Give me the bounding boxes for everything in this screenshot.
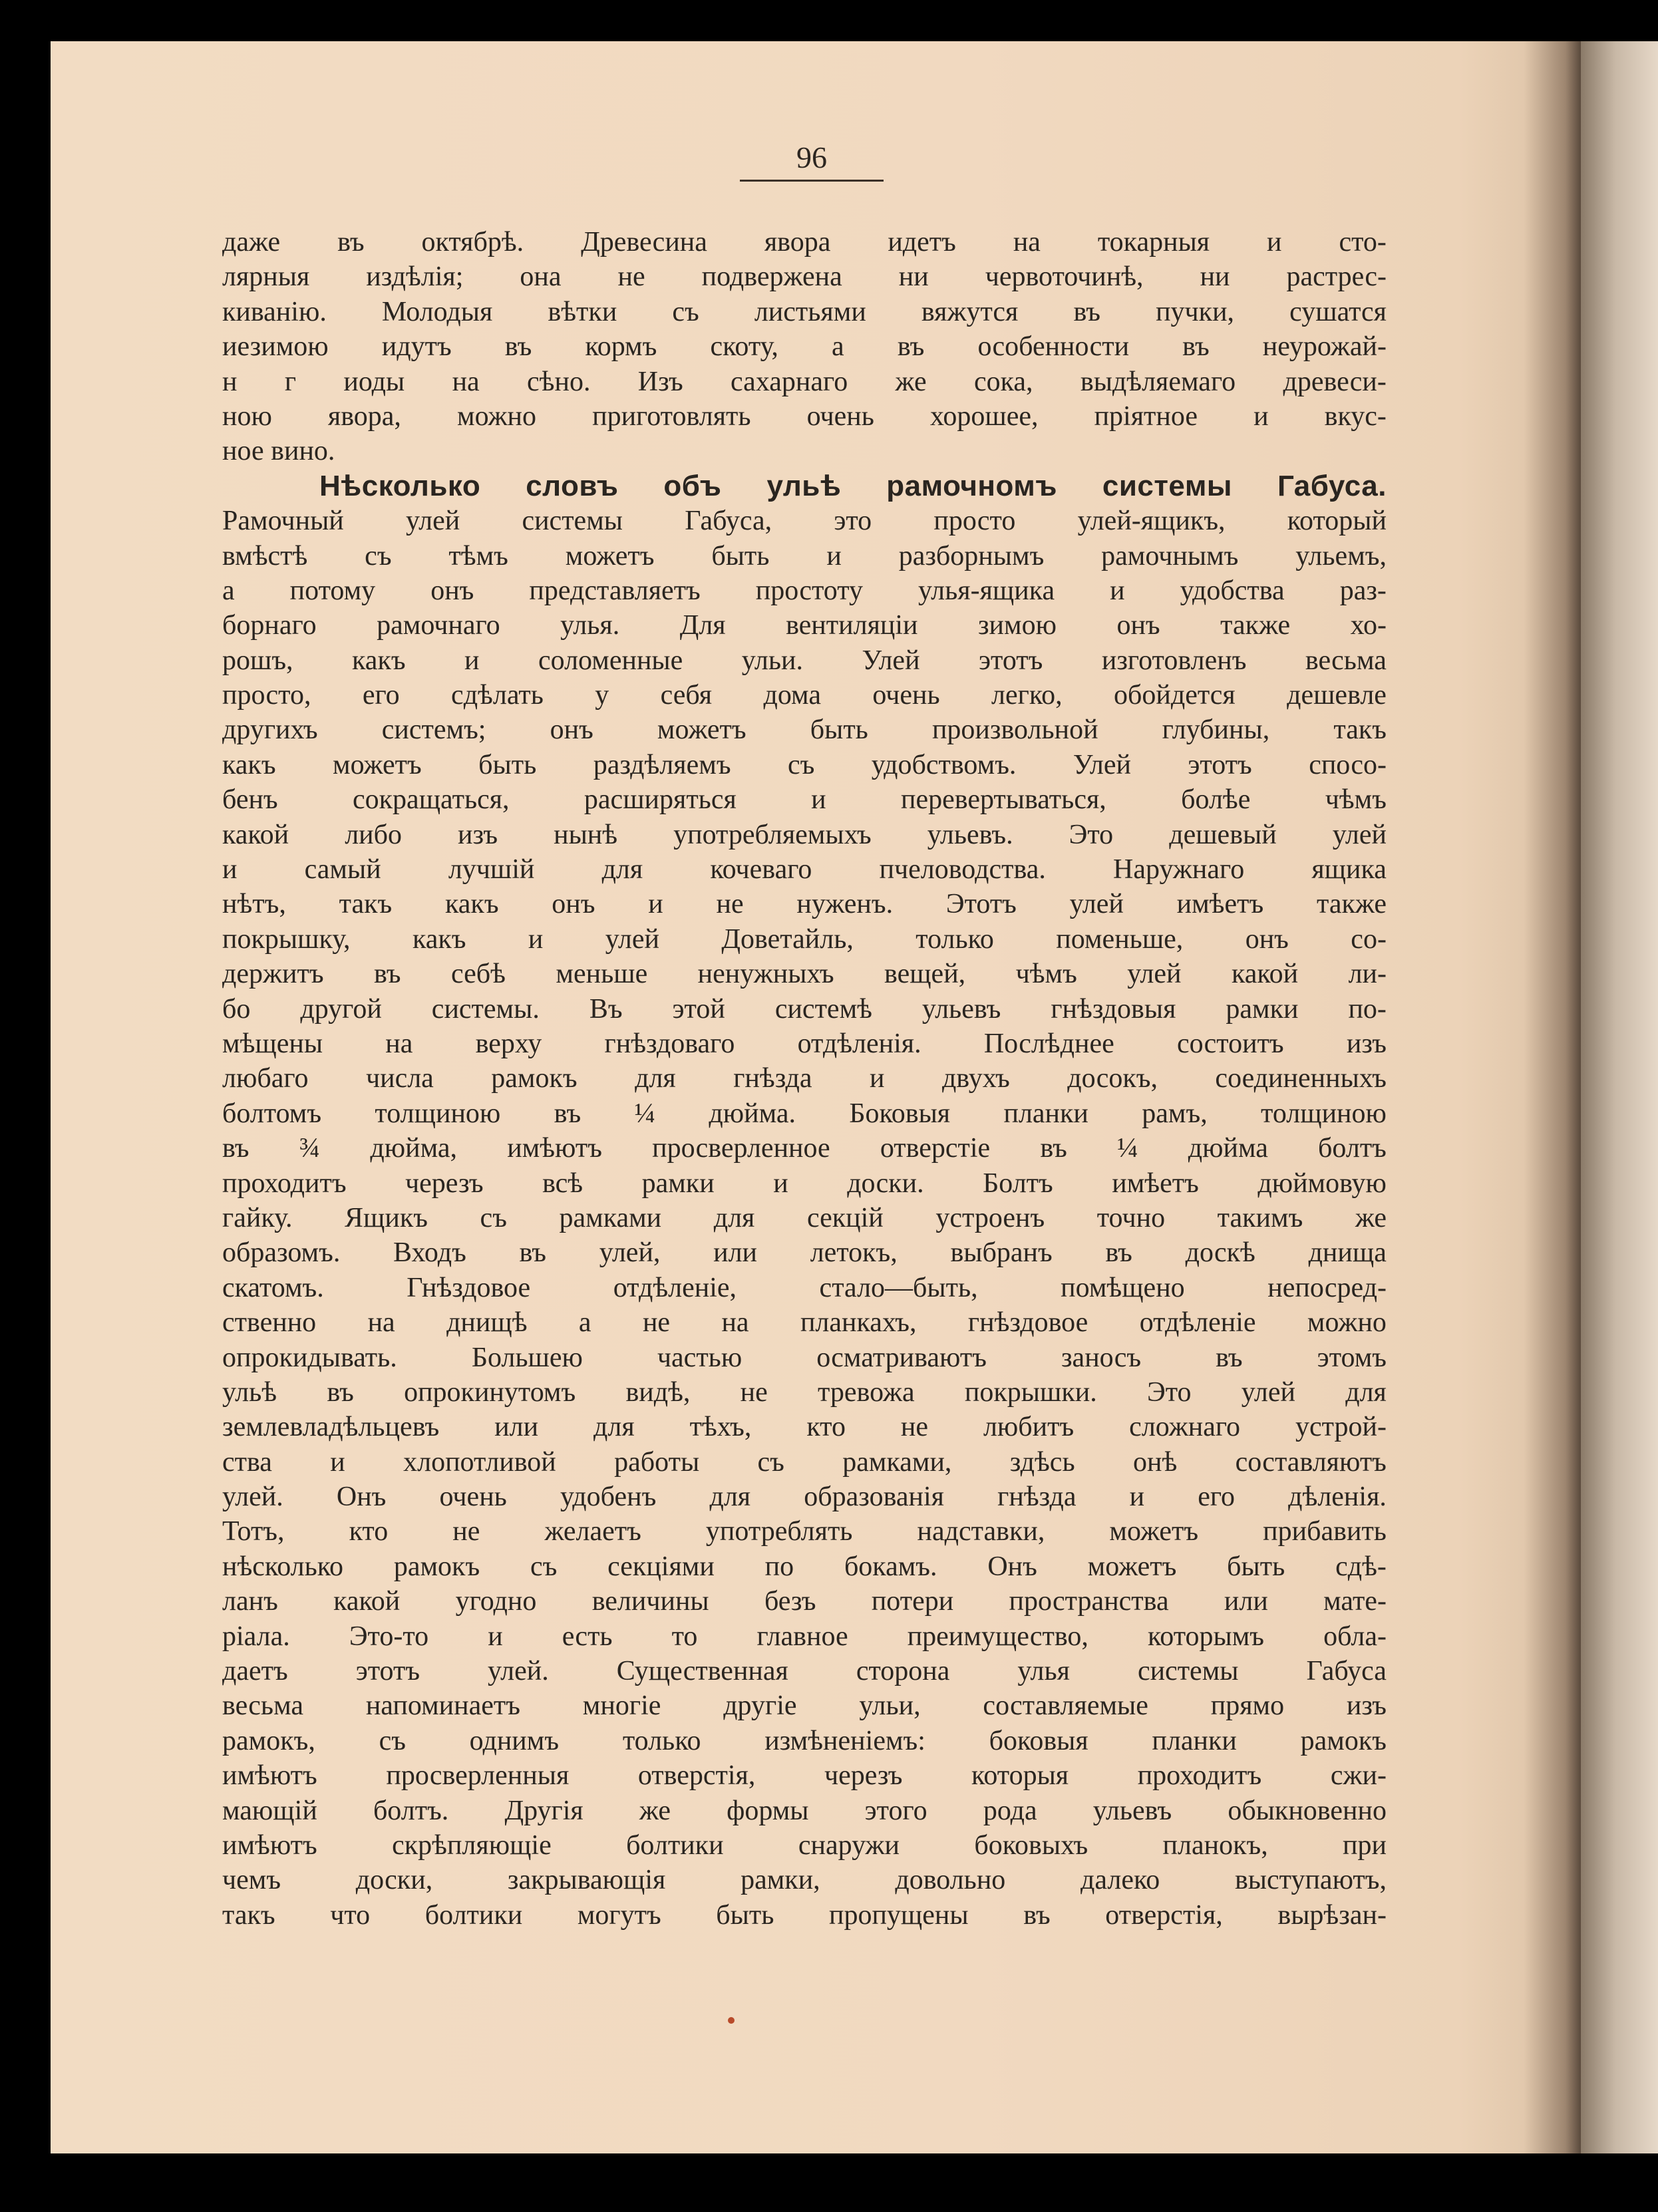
text-line: нѣсколько рамокъ съ секціями по бокамъ. Онъ можетъ быть сдѣ- [222, 1551, 1387, 1582]
text-line: ною явора, можно приготовлять очень хорошее, пріятное и вкус- [222, 400, 1387, 432]
text-line: нѣтъ, такъ какъ онъ и не нуженъ. Этотъ улей имѣетъ также [222, 889, 1387, 920]
text-line: н г иоды на сѣно. Изъ сахарнаго же сока, выдѣляемаго древеси- [222, 366, 1387, 397]
text-line: и самый лучшій для кочеваго пчеловодства. Наружнаго ящика [222, 854, 1387, 885]
section-heading: Нѣсколько словъ объ ульѣ рамочномъ системы Габуса. [319, 469, 1387, 502]
header-rule [740, 180, 884, 182]
text-line: иезимою идутъ въ кормъ скоту, а въ особенности въ неурожай- [222, 331, 1387, 363]
text-line: рамокъ, съ однимъ только измѣненіемъ: боковыя планки рамокъ [222, 1725, 1387, 1756]
text-line: даже въ октябрѣ. Древесина явора идетъ на токарныя и сто- [222, 227, 1387, 257]
text-line: какъ можетъ быть раздѣляемъ съ удобствомъ. Улей этотъ спосо- [222, 749, 1387, 780]
text-line: опрокидывать. Большею частью осматриваютъ заносъ въ этомъ [222, 1342, 1387, 1373]
text-line: весьма напоминаетъ многіе другіе ульи, составляемые прямо изъ [222, 1690, 1387, 1722]
text-line: мѣщены на верху гнѣздоваго отдѣленія. Послѣднее состоитъ изъ [222, 1028, 1387, 1059]
text-line: держитъ въ себѣ меньше ненужныхъ вещей, чѣмъ улей какой ли- [222, 959, 1387, 990]
text-line: бо другой системы. Въ этой системѣ ульевъ гнѣздовыя рамки по- [222, 993, 1387, 1025]
text-line: въ ¾ дюйма, имѣютъ просверленное отверстіе въ ¼ дюйма болтъ [222, 1133, 1387, 1164]
text-line: улей. Онъ очень удобенъ для образованія гнѣзда и его дѣленія. [222, 1482, 1387, 1513]
text-line: какой либо изъ нынѣ употребляемыхъ ульевъ. Это дешевый улей [222, 819, 1387, 850]
text-line: такъ что болтики могутъ быть пропущены въ отверстія, вырѣзан- [222, 1899, 1387, 1931]
text-line: просто, его сдѣлать у себя дома очень легко, обойдется дешевле [222, 680, 1387, 711]
text-line: проходитъ черезъ всѣ рамки и доски. Болтъ имѣетъ дюймовую [222, 1168, 1387, 1199]
text-line: борнаго рамочнаго улья. Для вентиляціи зимою онъ также хо- [222, 610, 1387, 641]
text-line: гайку. Ящикъ съ рамками для секцій устроенъ точно такимъ же [222, 1202, 1387, 1233]
text-line: мающій болтъ. Другія же формы этого рода ульевъ обыкновенно [222, 1795, 1387, 1826]
text-line: Тотъ, кто не желаетъ употреблять надставки, можетъ прибавить [222, 1516, 1387, 1547]
page-fold-shadow [1524, 41, 1583, 2153]
text-line: имѣютъ скрѣпляющіе болтики снаружи боковыхъ планокъ, при [222, 1829, 1387, 1861]
text-line: киванію. Молодыя вѣтки съ листьями вяжутся въ пучки, сушатся [222, 296, 1387, 327]
ink-spot [728, 2017, 735, 2024]
text-line: другихъ системъ; онъ можетъ быть произвольной глубины, такъ [222, 714, 1387, 746]
text-line: ства и хлопотливой работы съ рамками, здѣсь онѣ составляютъ [222, 1446, 1387, 1478]
text-line: вмѣстѣ съ тѣмъ можетъ быть и разборнымъ рамочнымъ ульемъ, [222, 540, 1387, 571]
text-line: землевладѣльцевъ или для тѣхъ, кто не любитъ сложнаго устрой- [222, 1412, 1387, 1443]
text-line: ланъ какой угодно величины безъ потери пространства или мате- [222, 1586, 1387, 1617]
text-line: ріала. Это-то и есть то главное преимущество, которымъ обла- [222, 1621, 1387, 1652]
text-line: ное вино. [222, 436, 335, 467]
text-line: а потому онъ представляетъ простоту улья-ящика и удобства раз- [222, 575, 1387, 606]
text-line: рошъ, какъ и соломенные ульи. Улей этотъ изготовленъ весьма [222, 645, 1387, 676]
text-line: лярныя издѣлія; она не подвержена ни червоточинѣ, ни растрес- [222, 261, 1387, 293]
text-line: покрышку, какъ и улей Доветайль, только поменьше, онъ со- [222, 923, 1387, 955]
text-line: бенъ сокращаться, расширяться и перевертываться, болѣе чѣмъ [222, 784, 1387, 816]
text-line: даетъ этотъ улей. Существенная сторона улья системы Габуса [222, 1656, 1387, 1687]
text-line: Рамочный улей системы Габуса, это просто улей-ящикъ, который [222, 506, 1387, 537]
text-line: скатомъ. Гнѣздовое отдѣленіе, стало—быть, помѣщено непосред- [222, 1272, 1387, 1303]
next-page-edge [1581, 41, 1658, 2153]
text-line: ульѣ въ опрокинутомъ видѣ, не тревожа покрышки. Это улей для [222, 1376, 1387, 1408]
text-line: образомъ. Входъ въ улей, или летокъ, выбранъ въ доскѣ днища [222, 1237, 1387, 1269]
page-number: 96 [796, 140, 827, 174]
body-text [222, 225, 1387, 1933]
text-line: имѣютъ просверленныя отверстія, черезъ которыя проходитъ сжи- [222, 1760, 1387, 1792]
text-line: ственно на днищѣ а не на планкахъ, гнѣздовое отдѣленіе можно [222, 1307, 1387, 1339]
text-line: чемъ доски, закрывающія рамки, довольно далеко выступаютъ, [222, 1865, 1387, 1896]
text-line: любаго числа рамокъ для гнѣзда и двухъ досокъ, соединенныхъ [222, 1063, 1387, 1094]
text-line: болтомъ толщиною въ ¼ дюйма. Боковыя планки рамъ, толщиною [222, 1098, 1387, 1129]
